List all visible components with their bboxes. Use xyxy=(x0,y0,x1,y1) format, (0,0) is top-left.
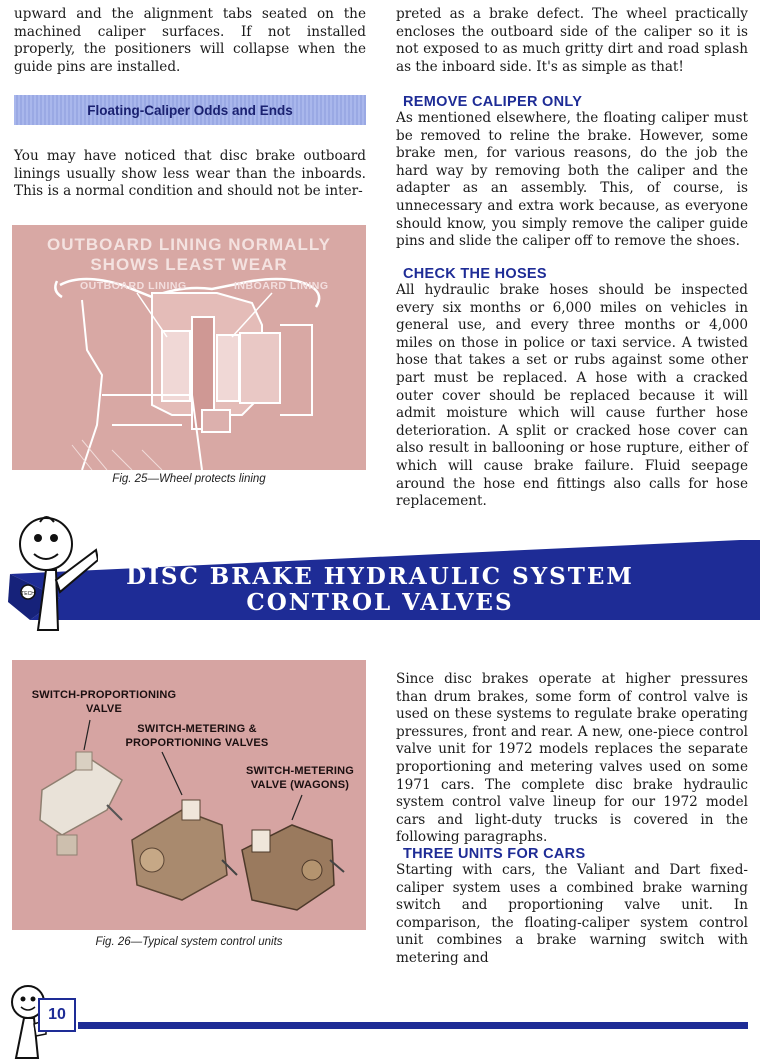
banner-title-line1: DISC BRAKE HYDRAULIC SYSTEM xyxy=(126,563,634,590)
figure-25-image xyxy=(12,225,366,470)
figure-25-title-line1: OUTBOARD LINING NORMALLY xyxy=(46,235,332,254)
outboard-lining-label: OUTBOARD LINING xyxy=(80,280,187,292)
figure-26-caption: Fig. 26—Typical system control units xyxy=(95,936,283,948)
footer-rule xyxy=(78,1022,748,1029)
left-top-paragraph: upward and the alignment tabs seated on the machined caliper surfaces. If not installed properly, the positioners will collapse when the guide pins are installed. xyxy=(14,6,366,75)
mascot-badge: TECH xyxy=(21,591,35,597)
remove-caliper-heading: REMOVE CALIPER ONLY xyxy=(403,94,583,110)
floating-caliper-paragraph: You may have noticed that disc brake outboard linings usually show less wear than the inboards. This is a normal condition and should not be inter- xyxy=(14,148,366,200)
label3-line1: SWITCH-METERING xyxy=(245,765,355,777)
label1-line1: SWITCH-PROPORTIONING xyxy=(31,689,177,701)
control-valves-paragraph: Since disc brakes operate at higher pressures than drum brakes, some form of control valve is used on these systems to regulate brake operating pressures, front and rear. A new, one-piece control valve unit for 1972 models replaces the separate proportioning and metering valves used on some 1971 cars. The complete disc brake hydraulic system control valve lineup for our 1972 model cars and light-duty trucks is covered in the following paragraphs. xyxy=(396,671,748,846)
three-units-paragraph: Starting with cars, the Valiant and Dart fixed-caliper system uses a combined brake warning switch and proportioning valve unit. In comparison, the floating-caliper system control unit combines a brake warning switch with metering and xyxy=(396,862,748,966)
floating-caliper-heading xyxy=(14,95,366,125)
figure-26-image xyxy=(12,660,366,930)
label2-line2: PROPORTIONING VALVES xyxy=(125,737,269,749)
switch-metering-proportioning-label xyxy=(117,722,277,750)
banner-title-line2: CONTROL VALVES xyxy=(246,589,514,616)
floating-caliper-heading-text: Floating-Caliper Odds and Ends xyxy=(87,102,293,118)
right-top-paragraph: preted as a brake defect. The wheel practically encloses the outboard side of the caliper so it is not exposed to as much gritty dirt and road splash as the inboard side. It's as simple as that! xyxy=(396,6,748,75)
inboard-lining-label: INBOARD LINING xyxy=(234,280,329,292)
section-banner xyxy=(0,510,760,640)
remove-caliper-paragraph: As mentioned elsewhere, the floating caliper must be removed to reline the brake. However, some brake men, for various reasons, do the job the hard way by removing both the caliper and the adapter as an assembly. This, of course, is unnecessary and extra work because, as everyone should know, you simply remove the caliper guide pins and slide the caliper off to remove the shoes. xyxy=(396,110,748,250)
page-number: 10 xyxy=(38,998,76,1032)
switch-proportioning-label xyxy=(24,688,184,716)
label2-line1: SWITCH-METERING & xyxy=(137,723,257,735)
label1-line2: VALVE xyxy=(85,703,123,715)
figure-25-title-line2: SHOWS LEAST WEAR xyxy=(90,255,288,274)
figure-25-caption: Fig. 25—Wheel protects lining xyxy=(112,473,266,485)
label3-line2: VALVE (WAGONS) xyxy=(250,779,350,791)
check-hoses-heading: CHECK THE HOSES xyxy=(403,266,547,282)
three-units-heading: THREE UNITS FOR CARS xyxy=(403,846,586,862)
check-hoses-paragraph: All hydraulic brake hoses should be inspected every six months or 6,000 miles on vehicles in general use, and every three months or 4,000 miles on those in police or taxi service. A twisted hose that takes a set or rubs against some other part must be replaced. A hose with a cracked outer cover should be replaced because it will admit moisture which will cause further hose deterioration. A split or cracked hose cover can also result in ballooning or hose rupture, either of which will cause brake failure. Fluid seepage around the hose end fittings also calls for hose replacement. xyxy=(396,282,748,510)
switch-metering-wagons-label xyxy=(240,764,360,792)
